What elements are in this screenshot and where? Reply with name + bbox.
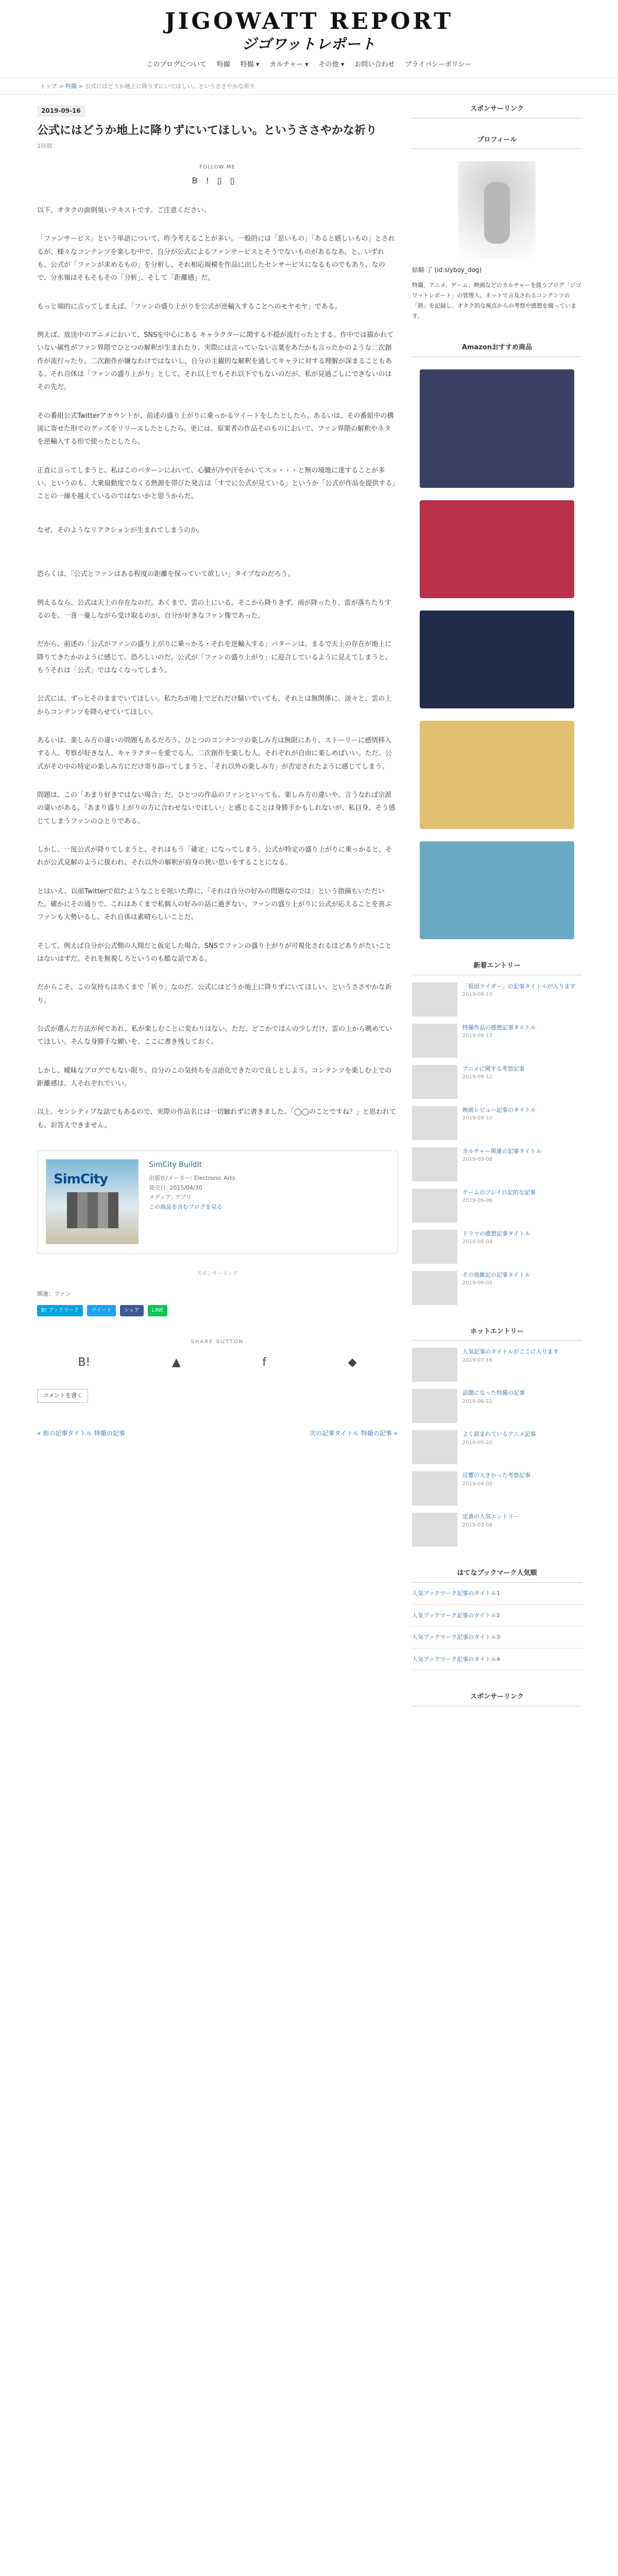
paragraph: とはいえ、以前Twitterで似たようなことを呟いた際に、「それは自分の好みの問題なのでは」という指摘もいただいた。確かにその通りで、これはあくまで私個人の好みの話に過ぎない。ファンの盛り上がりに公式が応えることを喜ぶファンも大勢いるし、それ自体は素晴らしいことだ。 [37, 887, 392, 922]
site-logo[interactable]: JIGOWATT REPORT [165, 8, 453, 35]
paragraph: だから、前述の「公式がファンの盛り上がりに乗っかる・それを逆輸入する」パターンは、まるで天上の存在が地上に降りてきたかのように感じて、恐ろしいのだ。公式が「ファンの盛り上がり」に迎合しているように見えてしまうと、もうそれは「公式」ではなくなってしまう。 [37, 640, 392, 674]
post-date: 2019-09-16 [37, 105, 85, 117]
paragraph: 正直に言ってしまうと、私はこのパターンにおいて、心臓が冷や汗をかいてスッ・・・と無の境地に達することが多い。というのも、大衆扇動度でなくる熱源を帯びた発言は「すでに公式が見ている」というか「公式が作品を提供する」ことの一線を越えているのではないかと思うからだ。 [37, 466, 396, 501]
line-share-button[interactable]: LINE [148, 1305, 167, 1316]
entry-title[interactable]: 人気記事のタイトルがここに入ります [462, 1348, 559, 1355]
bookmark-item[interactable]: 人気ブックマーク記事のタイトル1 [412, 1589, 582, 1605]
pager [37, 1429, 398, 1438]
amazon-item[interactable] [420, 500, 574, 598]
entry-date: 2019-09-15 [462, 992, 493, 998]
amazon-item[interactable] [420, 721, 574, 829]
comment-button[interactable]: コメントを書く [37, 1389, 88, 1403]
paragraph: だからこそ、この気持ちはあくまで「祈り」なのだ。公式にはどうか地上に降りずにいてほしい、というささやかな祈り。 [37, 984, 392, 1005]
breadcrumb-sep: > [59, 83, 64, 90]
entry-date: 2019-07-16 [462, 1357, 493, 1363]
list-item[interactable] [412, 1471, 582, 1505]
product-media: メディア: アプリ [149, 1194, 192, 1201]
tag-link[interactable]: ファン [54, 1291, 71, 1298]
sponsor-label: スポンサーリンク [197, 1271, 238, 1277]
tags: 関連：ファン [37, 1291, 71, 1298]
entry-date: 2019-09-12 [462, 1074, 493, 1080]
list-item[interactable] [412, 1389, 582, 1423]
profile-text: 特撮、アニメ、ゲーム、映画などのカルチャーを扱うブログ「ジゴワットレポート」の管理人。ネットで言及されるコンテンツの「熱」を記録し、オタク的な視点からの考察や感想を綴っています。 [412, 282, 581, 319]
bookmark-entries [412, 1589, 582, 1670]
entry-thumbnail[interactable] [412, 1430, 457, 1464]
paragraph: もっと端的に言ってしまえば、「ファンの盛り上がりを公式が逆輸入することへのモヤモヤ」である。 [37, 302, 341, 311]
hatena-icon[interactable]: B! [192, 175, 217, 185]
recent-heading: 新着エントリー [412, 960, 582, 975]
entry-date: 2019-09-13 [462, 1033, 493, 1039]
share-buttons [37, 1305, 398, 1316]
breadcrumb-bar [0, 77, 618, 95]
breadcrumb [40, 82, 255, 91]
bookmark-heading: はてなブックマーク人気順 [412, 1567, 582, 1583]
paragraph: 以上、センシティブな話でもあるので、実際の作品名には一切触れずに書きました。「◯◯のことですね？」と思われても、お答えできません。 [37, 1108, 396, 1129]
follow-icons [37, 173, 398, 189]
article-body [37, 204, 398, 1132]
hatena-icon[interactable]: B! [78, 1356, 91, 1369]
paragraph: しかし、一度公式が降りてしまうと、それはもう「確定」になってしまう。公式が特定の盛り上がりに乗っかると、それが公式見解のように扱われ、それ以外の解釈が肩身の狭い思いをすることになる。 [37, 845, 392, 867]
paragraph: 例えるなら、公式は天上の存在なのだ。あくまで、雲の上にいる。そこから降りきず、雨が降ったり、雷が落ちたりするのを、一喜一憂しながら受け取るのが、自分が好きなファン像であった。 [37, 599, 391, 620]
entry-thumbnail[interactable] [412, 1471, 457, 1505]
entry-date: 2019-03-08 [462, 1522, 493, 1528]
nav-item-culture[interactable]: カルチャー ▾ [269, 60, 308, 69]
amazon-item[interactable] [420, 841, 574, 939]
hatena-bookmark-button[interactable]: B! ブックマーク [37, 1305, 83, 1316]
global-nav [0, 59, 618, 72]
entry-thumbnail[interactable] [412, 1389, 457, 1423]
profile-name[interactable]: 結騎 了 (id:slyboy_dog) [412, 266, 482, 274]
list-item[interactable] [412, 1513, 582, 1547]
entry-date: 2019-09-04 [462, 1239, 493, 1245]
share-label: SHARE BUTTON [191, 1339, 244, 1345]
nav-item-contact[interactable]: お問い合わせ [354, 60, 395, 69]
amazon-product-card[interactable] [37, 1150, 398, 1253]
entry-thumbnail[interactable] [412, 1024, 457, 1058]
entry-title[interactable]: ゲームのプレイ日記的な記事 [462, 1189, 536, 1196]
nav-item-tokusatsu[interactable]: 特撮 [216, 60, 230, 69]
list-item[interactable] [412, 1147, 582, 1181]
entry-title[interactable]: 「仮面ライダー」の記事タイトルが入ります [462, 982, 576, 990]
rss-icon[interactable]: ▯ [230, 175, 243, 185]
product-image[interactable]: SimCity [46, 1159, 139, 1244]
product-date: 発売日: 2015/04/30 [149, 1184, 202, 1191]
product-name[interactable]: SimCity BuildIt [149, 1161, 202, 1170]
nav-item-privacy[interactable]: プライバシーポリシー [405, 60, 472, 69]
entry-date: 2019-09-10 [462, 1115, 493, 1122]
nav-item-other[interactable]: その他 ▾ [318, 60, 345, 69]
read-time: 1時間 [37, 142, 52, 149]
product-maker: 出版社/メーカー: Electronic Arts [149, 1174, 235, 1181]
paragraph: 恐らくは、「公式とファンはある程度の距離を保っていて欲しい」タイプなのだろう。 [37, 570, 295, 579]
entry-date: 2019-09-06 [462, 1198, 493, 1204]
entry-thumbnail[interactable] [412, 982, 457, 1016]
breadcrumb-sep: > [78, 83, 83, 90]
pocket-icon[interactable]: ◆ [348, 1356, 357, 1369]
entry-thumbnail[interactable] [412, 1147, 457, 1181]
paragraph: 公式には、ずっとそのままでいてほしい。私たちが地上でどれだけ騒いでいても、それとは無関係に、淡々と、雲の上からコンテンツを降らせていてほしい。 [37, 695, 392, 716]
list-item[interactable] [412, 1189, 582, 1223]
list-item[interactable] [412, 982, 582, 1016]
entry-thumbnail[interactable] [412, 1513, 457, 1547]
entry-date: 2019-09-08 [462, 1157, 493, 1163]
entry-thumbnail[interactable] [412, 1189, 457, 1223]
hot-entries [412, 1348, 582, 1547]
entry-title[interactable]: 定番の人気エントリー [462, 1513, 519, 1520]
page-title: 公式にはどうか地上に降りずにいてほしい。というささやかな祈り [37, 124, 377, 137]
bookmark-item[interactable]: 人気ブックマーク記事のタイトル2 [412, 1611, 582, 1627]
site-logo-jp[interactable]: ジゴワットレポート [242, 36, 376, 53]
avatar[interactable] [458, 161, 536, 259]
entry-title[interactable]: 映画レビュー記事のタイトル [462, 1106, 536, 1113]
entry-thumbnail[interactable] [412, 1230, 457, 1264]
hot-heading: ホットエントリー [412, 1326, 582, 1341]
facebook-icon[interactable]: f [262, 1356, 267, 1369]
nav-item-about[interactable]: このブログについて [146, 60, 207, 69]
entry-title[interactable]: その他雑記の記事タイトル [462, 1271, 530, 1278]
nav-item-tokusatsu-menu[interactable]: 特撮 ▾ [240, 60, 260, 69]
entry-title[interactable]: 反響の大きかった考察記事 [462, 1472, 530, 1479]
entry-date: 2019-05-20 [462, 1439, 493, 1446]
entry-thumbnail[interactable] [412, 1348, 457, 1382]
entry-title[interactable]: 話題になった特撮の記事 [462, 1389, 525, 1397]
bookmark-item[interactable]: 人気ブックマーク記事のタイトル3 [412, 1633, 582, 1649]
profile-heading: プロフィール [412, 134, 582, 149]
paragraph: しかし、曖昧なブログでもない限り、自分のこの気持ちを言語化できたので良しとしよう。コンテンツを楽しむ上での距離感は、人それぞれでいい。 [37, 1066, 392, 1088]
sidebar-sponsor-2: スポンサーリンク [412, 1691, 582, 1706]
product-link[interactable]: この商品を含むブログを見る [149, 1203, 222, 1210]
paragraph: 例えば、放送中のアニメにおいて、SNSを中心にある キャラクターに関する不穏が流行ったとする。作中では描かれていない属性がファン界隈でひとつの解釈が生まれたり、実際には言っていない言葉をあたかも言ったかのような二次創作が流行ったり。二次創作が嫌なわけではないし、自分の主観的な解釈を通してキャラに対する理解が深まることもある。それ自体は「ファンの盛り上がり」として、それ以上でもそれ以下でもないのだが、私が見過ごしにできないのはその先だ。 [37, 331, 394, 392]
breadcrumb-parent[interactable]: 特撮 [65, 83, 77, 90]
paragraph: 問題は、この「あまり好きではない場合」だ。ひとつの作品のファンといっても、楽しみ方の違いや、言うなれば宗派の違いがある。「あまり盛り上がりの方に合わせないでほしい」と感じることは身勝手かもしれないが、私自身、そう感じてしまうファンのひとりである。 [37, 791, 396, 825]
entry-date: 2019-09-02 [462, 1280, 493, 1286]
breadcrumb-home[interactable]: トップ [40, 83, 57, 90]
amazon-item[interactable] [420, 369, 574, 488]
site-header [0, 0, 618, 77]
paragraph: 以下、オタクの面倒臭いテキストです。ご注意ください。 [37, 206, 211, 214]
entry-thumbnail[interactable] [412, 1065, 457, 1099]
paragraph: 「ファンサービス」という単語について、昨今考えることが多い。一般的には「思いもの」「あると嬉しいもの」とされるが、様々なコンテンツを楽しむ中で、自分が公式によるファンサービスとそうでないものがあるなあ、と。いずれも、公式が「ファンが求めるもの」を分析し、それ相応規模を作品に出したセンサービスになるものでもあり、なので、分水嶺はそもそもその「分析」、そして「距離感」だ。 [37, 235, 395, 282]
next-post-link[interactable]: 次の記事タイトル 特撮の記事 » [310, 1429, 398, 1437]
entry-thumbnail[interactable] [412, 1106, 457, 1140]
list-item[interactable] [412, 1430, 582, 1464]
paragraph: あるいは、楽しみ方の違いの問題もあるだろう。ひとつのコンテンツの楽しみ方は無限にあり、ストーリーに感情移入する人、考察が好きな人、キャラクターを愛でる人、二次創作を楽しむ人。それぞれが自由に楽しめばいい。ただ、公式がその中の特定の楽しみ方にだけ寄り添ってしまうと、「それ以外の楽しみ方」が否定されたように感じてしまう。 [37, 736, 392, 771]
amazon-item[interactable] [420, 611, 574, 708]
amazon-items [420, 369, 574, 939]
list-item[interactable] [412, 1348, 582, 1382]
sidebar [412, 103, 582, 1706]
entry-thumbnail[interactable] [412, 1271, 457, 1305]
entry-title[interactable]: ドラマの感想記事タイトル [462, 1230, 530, 1237]
amazon-heading: Amazonおすすめ商品 [412, 342, 582, 357]
list-item[interactable] [412, 1230, 582, 1264]
article [37, 103, 398, 1438]
bookmark-item[interactable]: 人気ブックマーク記事のタイトル4 [412, 1655, 582, 1671]
entry-date: 2019-06-11 [462, 1398, 493, 1404]
list-item[interactable] [412, 1271, 582, 1305]
list-item[interactable] [412, 1065, 582, 1099]
list-item[interactable] [412, 1106, 582, 1140]
share-row [37, 1337, 398, 1374]
recent-entries [412, 982, 582, 1305]
entry-title[interactable]: 特撮作品の感想記事タイトル [462, 1024, 536, 1031]
breadcrumb-current: 公式にはどうか地上に降りずにいてほしい。というささやかな祈り [85, 83, 255, 90]
feedly-icon[interactable]: ▯ [217, 175, 230, 185]
prev-post-link[interactable]: « 前の記事タイトル 特撮の記事 [37, 1429, 125, 1437]
paragraph: そして、例えば自分が公式側の人間だと仮定した場合、SNSでファンの盛り上がりが可視化されるほどありがたいことはないはずだ。それを無視しろというのも酷な話である。 [37, 942, 392, 963]
facebook-share-button[interactable]: シェア [120, 1305, 144, 1316]
entry-title[interactable]: アニメに関する考察記事 [462, 1065, 525, 1072]
tweet-button[interactable]: ツイート [87, 1305, 116, 1316]
entry-title[interactable]: よく読まれているアニメ記事 [462, 1431, 536, 1438]
follow-label: FOLLOW ME [199, 164, 235, 170]
entry-date: 2019-04-02 [462, 1481, 493, 1487]
paragraph: 公式が選んだ方法が何であれ、私が楽しむことに変わりはない。ただ、どこかでほんの少しだけ、雲の上から眺めていてほしい。そんな身勝手な願いを、ここに書き残しておく。 [37, 1025, 392, 1046]
twitter-icon[interactable]: ▲ [171, 1356, 181, 1369]
product-info [149, 1159, 235, 1245]
paragraph: なぜ、そのようなリアクションが生まれてしまうのか。 [37, 526, 204, 534]
list-item[interactable] [412, 1024, 582, 1058]
entry-title[interactable]: カルチャー関連の記事タイトル [462, 1147, 542, 1155]
sidebar-sponsor: スポンサーリンク [412, 103, 582, 118]
paragraph: その番組公式Twitterアカウントが、前述の盛り上がりに乗っかるツイートをしたとしたら。あるいは、その番組中の構図に寄せた形でのグッズをリリースしたとしたら。更には、原案者の作品そのものにおいて、ファン界隈の解釈やネタを逆輸入する形で使ったとしたら。 [37, 412, 394, 446]
